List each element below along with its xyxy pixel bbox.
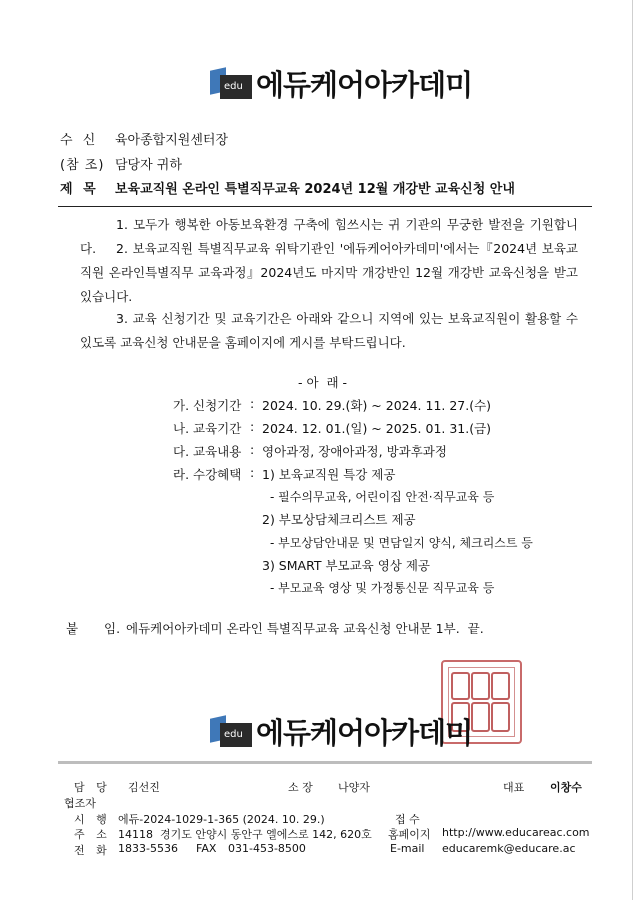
header-divider [58, 206, 592, 207]
fax-value: 031-453-8500 [228, 842, 306, 855]
benefit-line: - 필수의무교육, 어린이집 안전·직무교육 등 [270, 490, 495, 504]
notice-item-value: 1) 보육교직원 특강 제공 [262, 467, 396, 482]
reference-key: (참 조) [60, 158, 105, 173]
logo-badge: edu [224, 728, 243, 740]
notice-item-key: 라. 수강혜택 [173, 467, 242, 482]
benefit-line: 2) 부모상담체크리스트 제공 [262, 512, 416, 527]
recipient-value: 육아종합지원센터장 [115, 133, 229, 148]
receipt-key: 접 수 [395, 813, 420, 826]
notice-item-value: 2024. 12. 01.(일) ~ 2025. 01. 31.(금) [262, 421, 492, 436]
staff-key: 담 당 [74, 781, 107, 794]
chief-key: 소 장 [288, 781, 313, 794]
subject-value: 보육교직원 온라인 특별직무교육 2024년 12월 개강반 교육신청 안내 [115, 182, 515, 197]
address-key: 주 소 [74, 828, 107, 841]
benefit-line: - 부모상담안내문 및 면담일지 양식, 체크리스트 등 [270, 536, 533, 550]
ceo-key: 대표 [503, 781, 525, 794]
bottom-logo [208, 711, 472, 752]
enforce-value: 에듀-2024-1029-1-365 (2024. 10. 29.) [118, 813, 325, 826]
reference-row [60, 154, 182, 173]
logo-name: 에듀케어아카데미 [256, 68, 473, 102]
staff-value: 김선진 [128, 781, 160, 794]
top-logo [208, 63, 472, 104]
recipient-row [60, 129, 228, 148]
subject-key: 제 목 [60, 182, 99, 197]
reference-value: 담당자 귀하 [115, 158, 182, 173]
subject-row [60, 178, 515, 197]
logo-name: 에듀케어아카데미 [256, 716, 473, 750]
logo-badge: edu [224, 80, 243, 92]
notice-colon: : [250, 396, 255, 411]
notice-item-key: 다. 교육내용 [173, 444, 242, 459]
enforce-key: 시 행 [74, 813, 107, 826]
recipient-key: 수 신 [60, 133, 99, 148]
logo-mark-icon [208, 717, 254, 747]
notice-colon: : [250, 465, 255, 480]
notice-item-key: 나. 교육기간 [173, 421, 242, 436]
benefit-line: 3) SMART 부모교육 영상 제공 [262, 558, 431, 573]
address-value: 14118 경기도 안양시 동안구 엘에스로 142, 620호 [118, 828, 372, 841]
attachment-value: 에듀케어아카데미 온라인 특별직무교육 교육신청 안내문 1부. 끝. [126, 621, 484, 636]
footer-divider [58, 761, 592, 764]
notice-colon: : [250, 442, 255, 457]
email-key: E-mail [390, 842, 425, 855]
paragraph-2: 2. 보육교직원 특별직무교육 위탁기관인 '에듀케어아카데미'에서는『2024년 보육교직원 온라인특별직무 교육과정』2024년도 마지막 개강반인 12월 개강반 교육신청을 받고 있습니다. [80, 241, 578, 304]
homepage-link[interactable]: http://www.educareac.com [442, 826, 590, 839]
notice-item-value: 2024. 10. 29.(화) ~ 2024. 11. 27.(수) [262, 398, 492, 413]
attachment-key: 붙 임. [66, 621, 121, 636]
email-link[interactable]: educaremk@educare.ac [442, 842, 576, 855]
fax-key: FAX [196, 842, 217, 855]
notice-colon: : [250, 419, 255, 434]
logo-mark-icon [208, 69, 254, 99]
benefit-line: - 부모교육 영상 및 가정통신문 직무교육 등 [270, 581, 495, 595]
ceo-value: 이창수 [550, 781, 582, 794]
paragraph-1: 1. 모두가 행복한 아동보육환경 구축에 힘쓰시는 귀 기관의 무궁한 발전을 기원합니다. [80, 217, 578, 256]
notice-heading: - 아 래 - [298, 375, 348, 390]
chief-value: 나양자 [338, 781, 370, 794]
cooperator-key: 협조자 [64, 797, 96, 810]
notice-item-key: 가. 신청기간 [173, 398, 242, 413]
paragraph-3: 3. 교육 신청기간 및 교육기간은 아래와 같으니 지역에 있는 보육교직원이 활용할 수 있도록 교육신청 안내문을 홈페이지에 게시를 부탁드립니다. [80, 311, 578, 350]
phone-value: 1833-5536 [118, 842, 178, 855]
homepage-key: 홈페이지 [388, 828, 431, 841]
phone-key: 전 화 [74, 844, 107, 857]
notice-item-value: 영아과정, 장애아과정, 방과후과정 [262, 444, 447, 459]
page-edge [632, 0, 633, 900]
